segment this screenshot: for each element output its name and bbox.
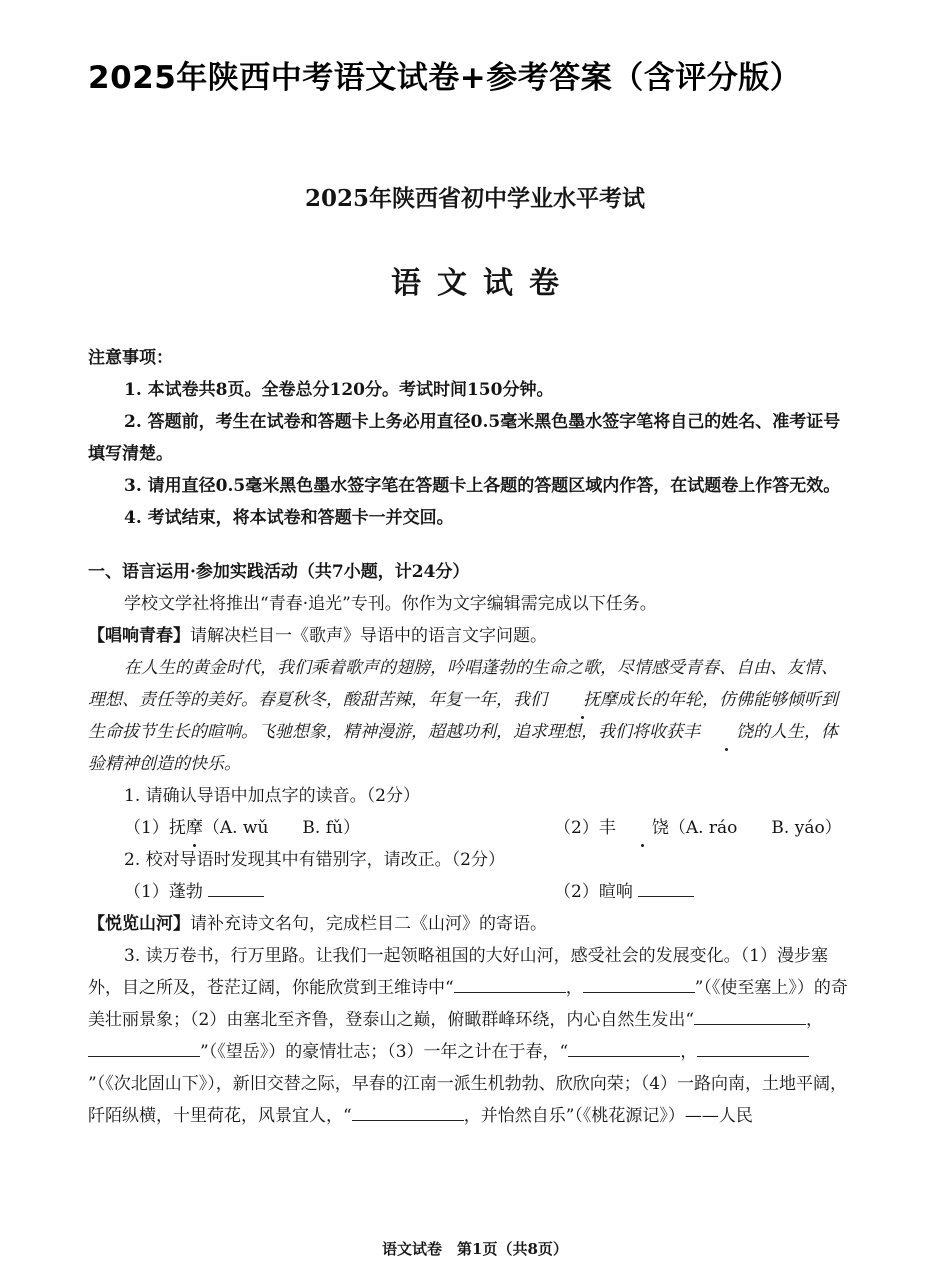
answer-blank[interactable] (638, 876, 694, 897)
answer-blank[interactable] (88, 1036, 200, 1057)
option-1-choices: （A. wǔ B. fǔ） (202, 818, 360, 838)
passage-part-3: 的人生，体验精神创造的快乐。 (88, 722, 838, 774)
q3-text-4: ， (806, 1010, 824, 1030)
option-2-dotted: 饶 (616, 812, 669, 844)
note-item-1: 1. 本试卷共8页。全卷总分120分。考试时间150分钟。 (124, 380, 554, 400)
question-1-option-1 (124, 812, 554, 844)
question-2-stem: 2. 校对导语时发现其中有错别字，请改正。（2分） (124, 850, 505, 870)
item-1-word: （1）蓬勃 (124, 882, 203, 902)
exam-title: 2025年陕西省初中学业水平考试 (304, 185, 645, 212)
document-banner-title: 2025年陕西中考语文试卷+参考答案（含评分版） (88, 60, 802, 96)
task-1-text: 请解决栏目一《歌声》导语中的语言文字问题。 (190, 626, 547, 646)
question-2-item-1 (124, 876, 554, 908)
q3-text-3: ”（《使至塞上》）的奇美壮丽景象；（2）由塞北至齐鲁，登泰山之巅，俯瞰群峰环绕，内心自然生发出“ (88, 978, 848, 1030)
option-2-prefix: （2）丰 (554, 818, 616, 838)
q3-text-7: ”（《次北固山下》），新旧交替之际，早春的江南一派生机勃勃、欣欣向荣；（4）一路向南，土地平阔，阡陌纵横，十里荷花，风景宜人，“ (88, 1074, 848, 1126)
question-1-stem: 1. 请确认导语中加点字的读音。（2分） (124, 786, 420, 806)
question-3 (88, 940, 848, 1132)
question-2-item-2 (554, 882, 694, 902)
notes-heading: 注意事项： (88, 348, 173, 368)
answer-blank[interactable] (583, 972, 695, 993)
answer-blank[interactable] (454, 972, 566, 993)
q3-text-1: 3. 读万卷书，行万里路。让我们一起领略祖国的大好山河，感受社会的发展变化。（1）漫步塞外，目之所及，苍茫辽阔，你能欣赏到王维诗中“ (88, 946, 828, 998)
task-2-text: 请补充诗文名句，完成栏目二《山河》的寄语。 (190, 914, 547, 934)
section-heading: 一、语言运用·参加实践活动（共7小题，计24分） (88, 562, 470, 582)
answer-blank[interactable] (352, 1100, 464, 1121)
answer-blank[interactable] (208, 876, 264, 897)
answer-blank[interactable] (568, 1036, 680, 1057)
passage-part-2: 成长的年轮，仿佛能够倾听到生命拔节生长的暄响。飞驰想象，精神漫游，超越功利，追求理想，我们将收获丰 (88, 690, 838, 742)
question-1-options (88, 812, 848, 844)
q3-text-8: ，并怡然自乐”（《桃花源记》）——人民 (463, 1106, 753, 1126)
passage (88, 652, 848, 780)
task-2 (88, 908, 848, 940)
option-2-choices: （A. ráo B. yáo） (668, 818, 842, 838)
note-item-4: 4. 考试结束，将本试卷和答题卡一并交回。 (124, 508, 454, 528)
question-2-items (88, 876, 848, 908)
task-1 (88, 620, 848, 652)
note-item-3: 3. 请用直径0.5毫米黑色墨水签字笔在答题卡上各题的答题区域内作答，在试题卷上作答无效。 (124, 476, 841, 496)
answer-blank[interactable] (697, 1036, 809, 1057)
note-item-2: 2. 答题前，考生在试卷和答题卡上务必用直径0.5毫米黑色墨水签字笔将自己的姓名、准考证号填写清楚。 (88, 412, 841, 464)
item-2-word: （2）暄响 (554, 882, 633, 902)
option-1-dotted: 摩 (186, 812, 203, 844)
task-2-tag: 【悦览山河】 (88, 914, 190, 934)
answer-blank[interactable] (694, 1004, 806, 1025)
q3-text-5: ”（《望岳》）的豪情壮志；（3）一年之计在于春，“ (200, 1042, 569, 1062)
section-intro: 学校文学社将推出“青春·追光”专刊。你作为文字编辑需完成以下任务。 (124, 594, 657, 614)
page-footer: 语文试卷 第1页（共8页） (382, 1240, 568, 1258)
q3-text-6: ， (680, 1042, 698, 1062)
dotted-word-2: 饶 (700, 716, 753, 748)
option-1-prefix: （1）抚 (124, 818, 186, 838)
exam-content (88, 342, 848, 1132)
dotted-word-1: 抚摩 (547, 684, 617, 716)
task-1-tag: 【唱响青春】 (88, 626, 190, 646)
passage-part-1: 在人生的黄金时代，我们乘着歌声的翅膀，吟唱蓬勃的生命之歌，尽情感受青春、自由、友情、理想、责任等的美好。春夏秋冬，酸甜苦辣，年复一年，我们 (88, 658, 838, 710)
q3-text-2: ， (565, 978, 583, 998)
paper-title: 语文试卷 (391, 266, 575, 301)
question-1-option-2 (554, 818, 842, 838)
